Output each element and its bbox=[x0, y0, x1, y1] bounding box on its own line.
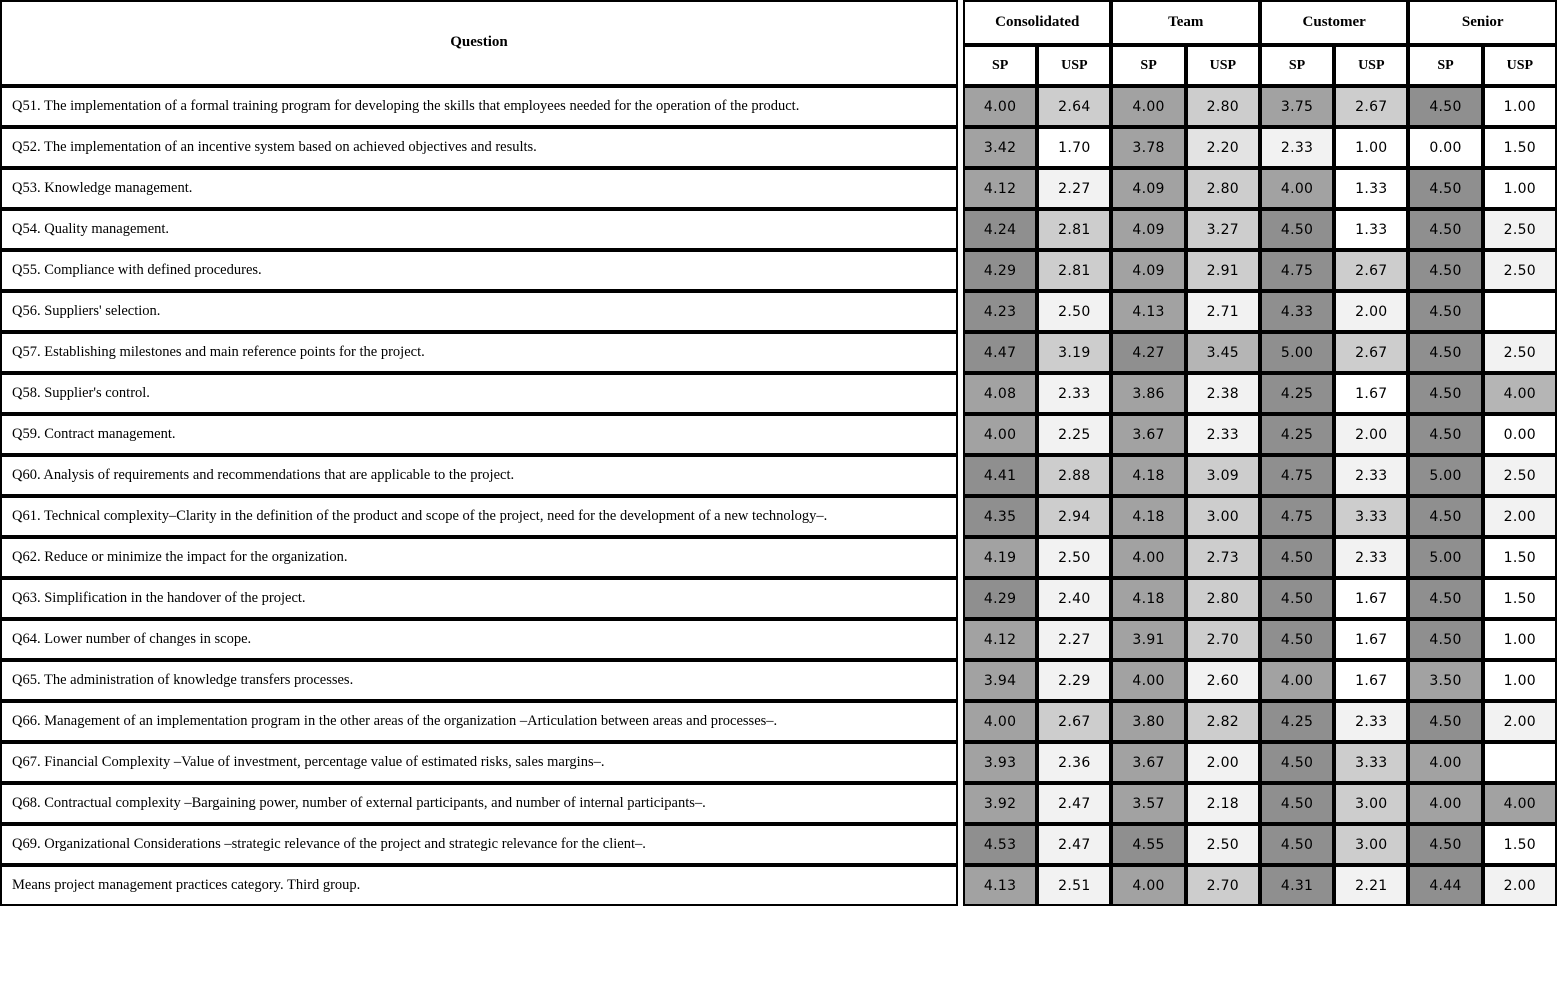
score-cell: 2.60 bbox=[1186, 660, 1260, 701]
sub-header-sp-6: SP bbox=[1408, 45, 1482, 86]
table-row bbox=[0, 865, 958, 906]
table-row bbox=[963, 496, 1557, 537]
table-row bbox=[0, 86, 958, 127]
table-row bbox=[963, 742, 1557, 783]
question-text: Q56. Suppliers' selection. bbox=[0, 291, 958, 332]
score-cell: 4.19 bbox=[963, 537, 1037, 578]
score-cell: 4.29 bbox=[963, 250, 1037, 291]
score-cell: 3.91 bbox=[1111, 619, 1185, 660]
score-cell: 4.18 bbox=[1111, 496, 1185, 537]
score-cell: 3.78 bbox=[1111, 127, 1185, 168]
score-cell: 4.53 bbox=[963, 824, 1037, 865]
score-cell: 4.50 bbox=[1408, 414, 1482, 455]
score-cell: 1.67 bbox=[1334, 619, 1408, 660]
score-cell: 1.00 bbox=[1483, 660, 1557, 701]
table-row bbox=[0, 578, 958, 619]
score-cell: 1.00 bbox=[1483, 619, 1557, 660]
sub-header-usp-1: USP bbox=[1037, 45, 1111, 86]
table-row bbox=[0, 209, 958, 250]
score-cell: 3.27 bbox=[1186, 209, 1260, 250]
score-cell: 1.67 bbox=[1334, 660, 1408, 701]
score-cell: 2.25 bbox=[1037, 414, 1111, 455]
table-row bbox=[963, 414, 1557, 455]
score-cell: 4.00 bbox=[963, 701, 1037, 742]
table-row bbox=[963, 455, 1557, 496]
score-cell: 1.70 bbox=[1037, 127, 1111, 168]
score-cell: 4.50 bbox=[1260, 209, 1334, 250]
table-row bbox=[0, 455, 958, 496]
score-cell: 4.47 bbox=[963, 332, 1037, 373]
score-cell: 4.00 bbox=[1111, 86, 1185, 127]
score-cell: 2.27 bbox=[1037, 619, 1111, 660]
score-cell: 2.50 bbox=[1483, 209, 1557, 250]
score-cell: 2.50 bbox=[1483, 455, 1557, 496]
score-cell: 2.33 bbox=[1334, 537, 1408, 578]
score-cell: 3.19 bbox=[1037, 332, 1111, 373]
table-row bbox=[963, 250, 1557, 291]
score-cell: 2.67 bbox=[1037, 701, 1111, 742]
score-cell: 4.50 bbox=[1408, 291, 1482, 332]
score-cell: 2.00 bbox=[1186, 742, 1260, 783]
table-row bbox=[0, 824, 958, 865]
score-cell: 2.82 bbox=[1186, 701, 1260, 742]
score-cell: 2.00 bbox=[1334, 291, 1408, 332]
score-cell: 2.81 bbox=[1037, 209, 1111, 250]
table-row bbox=[0, 373, 958, 414]
table-row bbox=[963, 537, 1557, 578]
score-cell: 3.67 bbox=[1111, 742, 1185, 783]
sub-header-sp-4: SP bbox=[1260, 45, 1334, 86]
question-text: Q60. Analysis of requirements and recommendations that are applicable to the project. bbox=[0, 455, 958, 496]
table-row bbox=[0, 701, 958, 742]
score-cell: 4.08 bbox=[963, 373, 1037, 414]
score-cell: 2.21 bbox=[1334, 865, 1408, 906]
score-cell: 1.50 bbox=[1483, 127, 1557, 168]
score-cell: 4.50 bbox=[1408, 332, 1482, 373]
score-cell: 3.94 bbox=[963, 660, 1037, 701]
score-cell: 4.50 bbox=[1260, 537, 1334, 578]
score-cell bbox=[1483, 742, 1557, 783]
score-cell: 4.44 bbox=[1408, 865, 1482, 906]
score-cell: 2.47 bbox=[1037, 783, 1111, 824]
score-cell: 3.09 bbox=[1186, 455, 1260, 496]
score-cell: 4.27 bbox=[1111, 332, 1185, 373]
group-header-team: Team bbox=[1111, 0, 1259, 45]
question-text: Q53. Knowledge management. bbox=[0, 168, 958, 209]
score-cell: 2.73 bbox=[1186, 537, 1260, 578]
score-cell: 3.33 bbox=[1334, 742, 1408, 783]
score-cell: 4.00 bbox=[1408, 783, 1482, 824]
score-cell: 2.33 bbox=[1186, 414, 1260, 455]
table-row bbox=[963, 578, 1557, 619]
score-cell: 3.93 bbox=[963, 742, 1037, 783]
score-cell: 4.55 bbox=[1111, 824, 1185, 865]
score-cell: 2.71 bbox=[1186, 291, 1260, 332]
score-cell: 4.50 bbox=[1260, 824, 1334, 865]
score-cell: 4.75 bbox=[1260, 455, 1334, 496]
score-cell: 2.80 bbox=[1186, 86, 1260, 127]
score-cell: 2.80 bbox=[1186, 168, 1260, 209]
sub-header-row bbox=[963, 45, 1557, 86]
score-cell: 2.80 bbox=[1186, 578, 1260, 619]
score-cell: 2.27 bbox=[1037, 168, 1111, 209]
score-cell: 2.29 bbox=[1037, 660, 1111, 701]
score-cell: 1.67 bbox=[1334, 373, 1408, 414]
score-cell: 4.50 bbox=[1260, 742, 1334, 783]
table-row bbox=[0, 660, 958, 701]
score-cell: 3.33 bbox=[1334, 496, 1408, 537]
score-cell: 4.25 bbox=[1260, 373, 1334, 414]
score-cell: 3.45 bbox=[1186, 332, 1260, 373]
score-cell: 2.70 bbox=[1186, 865, 1260, 906]
score-cell: 2.40 bbox=[1037, 578, 1111, 619]
score-cell: 2.00 bbox=[1483, 496, 1557, 537]
score-cell: 4.50 bbox=[1408, 209, 1482, 250]
score-cell: 2.18 bbox=[1186, 783, 1260, 824]
table-row bbox=[0, 783, 958, 824]
score-cell: 4.50 bbox=[1408, 168, 1482, 209]
score-cell: 1.50 bbox=[1483, 578, 1557, 619]
score-cell: 2.88 bbox=[1037, 455, 1111, 496]
score-cell: 2.50 bbox=[1037, 537, 1111, 578]
group-header-customer: Customer bbox=[1260, 0, 1408, 45]
score-cell bbox=[1483, 291, 1557, 332]
score-cell: 4.09 bbox=[1111, 250, 1185, 291]
score-cell: 3.42 bbox=[963, 127, 1037, 168]
table-row bbox=[963, 209, 1557, 250]
score-cell: 3.92 bbox=[963, 783, 1037, 824]
score-cell: 1.00 bbox=[1483, 168, 1557, 209]
sub-header-usp-5: USP bbox=[1334, 45, 1408, 86]
score-cell: 2.91 bbox=[1186, 250, 1260, 291]
table-row bbox=[0, 537, 958, 578]
score-cell: 4.25 bbox=[1260, 701, 1334, 742]
score-cell: 4.50 bbox=[1260, 783, 1334, 824]
group-header-row bbox=[963, 0, 1557, 45]
table-row bbox=[0, 742, 958, 783]
score-cell: 0.00 bbox=[1483, 414, 1557, 455]
score-cell: 4.00 bbox=[1111, 660, 1185, 701]
score-cell: 4.31 bbox=[1260, 865, 1334, 906]
table-row bbox=[963, 127, 1557, 168]
score-cell: 4.41 bbox=[963, 455, 1037, 496]
score-cell: 4.00 bbox=[963, 414, 1037, 455]
score-cell: 4.12 bbox=[963, 619, 1037, 660]
score-cell: 4.33 bbox=[1260, 291, 1334, 332]
group-header-consolidated: Consolidated bbox=[963, 0, 1111, 45]
score-cell: 4.29 bbox=[963, 578, 1037, 619]
score-cell: 4.13 bbox=[1111, 291, 1185, 332]
score-cell: 4.50 bbox=[1408, 619, 1482, 660]
score-cell: 3.75 bbox=[1260, 86, 1334, 127]
sub-header-sp-2: SP bbox=[1111, 45, 1185, 86]
question-column-header: Question bbox=[0, 0, 958, 86]
table-row bbox=[963, 783, 1557, 824]
table-row bbox=[963, 291, 1557, 332]
sub-header-usp-7: USP bbox=[1483, 45, 1557, 86]
table-row bbox=[0, 332, 958, 373]
score-cell: 4.50 bbox=[1408, 578, 1482, 619]
sub-header-sp-0: SP bbox=[963, 45, 1037, 86]
question-header-row bbox=[0, 0, 958, 86]
score-cell: 1.33 bbox=[1334, 209, 1408, 250]
score-cell: 4.25 bbox=[1260, 414, 1334, 455]
score-cell: 4.50 bbox=[1408, 701, 1482, 742]
score-cell: 2.67 bbox=[1334, 332, 1408, 373]
score-cell: 2.00 bbox=[1483, 865, 1557, 906]
table-row bbox=[0, 496, 958, 537]
score-cell: 1.00 bbox=[1483, 86, 1557, 127]
score-cell: 3.50 bbox=[1408, 660, 1482, 701]
score-cell: 3.00 bbox=[1334, 824, 1408, 865]
score-cell: 4.23 bbox=[963, 291, 1037, 332]
question-text: Q58. Supplier's control. bbox=[0, 373, 958, 414]
score-cell: 2.70 bbox=[1186, 619, 1260, 660]
question-text: Q66. Management of an implementation program in the other areas of the organization –Articulation between areas and processes–. bbox=[0, 701, 958, 742]
score-cell: 2.36 bbox=[1037, 742, 1111, 783]
score-cell: 2.33 bbox=[1037, 373, 1111, 414]
score-cell: 4.50 bbox=[1408, 824, 1482, 865]
score-cell: 4.75 bbox=[1260, 250, 1334, 291]
score-cell: 4.09 bbox=[1111, 168, 1185, 209]
score-cell: 4.00 bbox=[1483, 373, 1557, 414]
question-text: Q59. Contract management. bbox=[0, 414, 958, 455]
question-text: Q61. Technical complexity–Clarity in the definition of the product and scope of the project, need for the development of a new technology–. bbox=[0, 496, 958, 537]
question-text: Q63. Simplification in the handover of the project. bbox=[0, 578, 958, 619]
score-cell: 2.51 bbox=[1037, 865, 1111, 906]
table-row bbox=[0, 250, 958, 291]
question-text: Q65. The administration of knowledge transfers processes. bbox=[0, 660, 958, 701]
score-cell: 3.57 bbox=[1111, 783, 1185, 824]
score-cell: 2.67 bbox=[1334, 250, 1408, 291]
question-text: Q62. Reduce or minimize the impact for the organization. bbox=[0, 537, 958, 578]
scores-table bbox=[963, 0, 1557, 906]
table-row bbox=[963, 168, 1557, 209]
score-cell: 4.00 bbox=[1260, 168, 1334, 209]
score-cell: 4.18 bbox=[1111, 455, 1185, 496]
score-cell: 2.50 bbox=[1186, 824, 1260, 865]
score-cell: 5.00 bbox=[1408, 537, 1482, 578]
score-cell: 4.50 bbox=[1408, 373, 1482, 414]
table-row bbox=[963, 824, 1557, 865]
score-cell: 1.50 bbox=[1483, 824, 1557, 865]
score-cell: 4.50 bbox=[1260, 619, 1334, 660]
question-text: Means project management practices category. Third group. bbox=[0, 865, 958, 906]
score-cell: 2.33 bbox=[1334, 455, 1408, 496]
question-text: Q52. The implementation of an incentive system based on achieved objectives and results. bbox=[0, 127, 958, 168]
question-text: Q51. The implementation of a formal training program for developing the skills that employees needed for the operation of the product. bbox=[0, 86, 958, 127]
question-text: Q64. Lower number of changes in scope. bbox=[0, 619, 958, 660]
score-cell: 2.00 bbox=[1483, 701, 1557, 742]
table-row bbox=[0, 127, 958, 168]
score-cell: 2.38 bbox=[1186, 373, 1260, 414]
score-cell: 3.00 bbox=[1186, 496, 1260, 537]
question-text: Q54. Quality management. bbox=[0, 209, 958, 250]
score-cell: 1.50 bbox=[1483, 537, 1557, 578]
score-cell: 1.00 bbox=[1334, 127, 1408, 168]
score-cell: 1.33 bbox=[1334, 168, 1408, 209]
score-cell: 3.80 bbox=[1111, 701, 1185, 742]
score-cell: 2.50 bbox=[1037, 291, 1111, 332]
score-cell: 4.13 bbox=[963, 865, 1037, 906]
score-cell: 4.50 bbox=[1408, 250, 1482, 291]
score-cell: 2.47 bbox=[1037, 824, 1111, 865]
group-header-senior: Senior bbox=[1408, 0, 1557, 45]
score-cell: 4.00 bbox=[1111, 537, 1185, 578]
score-cell: 4.00 bbox=[963, 86, 1037, 127]
score-cell: 4.18 bbox=[1111, 578, 1185, 619]
score-cell: 2.67 bbox=[1334, 86, 1408, 127]
score-cell: 4.00 bbox=[1408, 742, 1482, 783]
sub-header-usp-3: USP bbox=[1186, 45, 1260, 86]
score-cell: 4.50 bbox=[1408, 496, 1482, 537]
score-cell: 2.50 bbox=[1483, 332, 1557, 373]
question-text: Q68. Contractual complexity –Bargaining power, number of external participants, and number of internal participants–. bbox=[0, 783, 958, 824]
score-cell: 4.35 bbox=[963, 496, 1037, 537]
score-cell: 4.09 bbox=[1111, 209, 1185, 250]
table-row bbox=[963, 619, 1557, 660]
score-cell: 4.50 bbox=[1260, 578, 1334, 619]
question-text: Q55. Compliance with defined procedures. bbox=[0, 250, 958, 291]
table-row bbox=[963, 332, 1557, 373]
score-cell: 0.00 bbox=[1408, 127, 1482, 168]
score-cell: 2.33 bbox=[1334, 701, 1408, 742]
score-cell: 2.33 bbox=[1260, 127, 1334, 168]
question-text: Q67. Financial Complexity –Value of investment, percentage value of estimated risks, sales margins–. bbox=[0, 742, 958, 783]
score-cell: 1.67 bbox=[1334, 578, 1408, 619]
score-cell: 2.64 bbox=[1037, 86, 1111, 127]
table-row bbox=[963, 865, 1557, 906]
score-cell: 4.00 bbox=[1111, 865, 1185, 906]
table-row bbox=[963, 86, 1557, 127]
question-text: Q57. Establishing milestones and main reference points for the project. bbox=[0, 332, 958, 373]
score-cell: 2.20 bbox=[1186, 127, 1260, 168]
score-cell: 4.24 bbox=[963, 209, 1037, 250]
score-cell: 3.67 bbox=[1111, 414, 1185, 455]
scores-table-head bbox=[963, 0, 1557, 86]
score-cell: 4.50 bbox=[1408, 86, 1482, 127]
score-cell: 2.00 bbox=[1334, 414, 1408, 455]
table-row bbox=[0, 168, 958, 209]
score-cell: 2.50 bbox=[1483, 250, 1557, 291]
question-text: Q69. Organizational Considerations –strategic relevance of the project and strategic relevance for the client–. bbox=[0, 824, 958, 865]
score-cell: 4.00 bbox=[1483, 783, 1557, 824]
scores-table-body bbox=[963, 86, 1557, 906]
score-cell: 4.75 bbox=[1260, 496, 1334, 537]
score-cell: 5.00 bbox=[1408, 455, 1482, 496]
table-row bbox=[963, 373, 1557, 414]
table-row bbox=[963, 660, 1557, 701]
table-row bbox=[0, 619, 958, 660]
score-cell: 2.94 bbox=[1037, 496, 1111, 537]
table-row bbox=[963, 701, 1557, 742]
score-cell: 5.00 bbox=[1260, 332, 1334, 373]
score-cell: 4.00 bbox=[1260, 660, 1334, 701]
score-cell: 3.00 bbox=[1334, 783, 1408, 824]
score-cell: 3.86 bbox=[1111, 373, 1185, 414]
score-cell: 4.12 bbox=[963, 168, 1037, 209]
table-row bbox=[0, 291, 958, 332]
score-cell: 2.81 bbox=[1037, 250, 1111, 291]
table-row bbox=[0, 414, 958, 455]
